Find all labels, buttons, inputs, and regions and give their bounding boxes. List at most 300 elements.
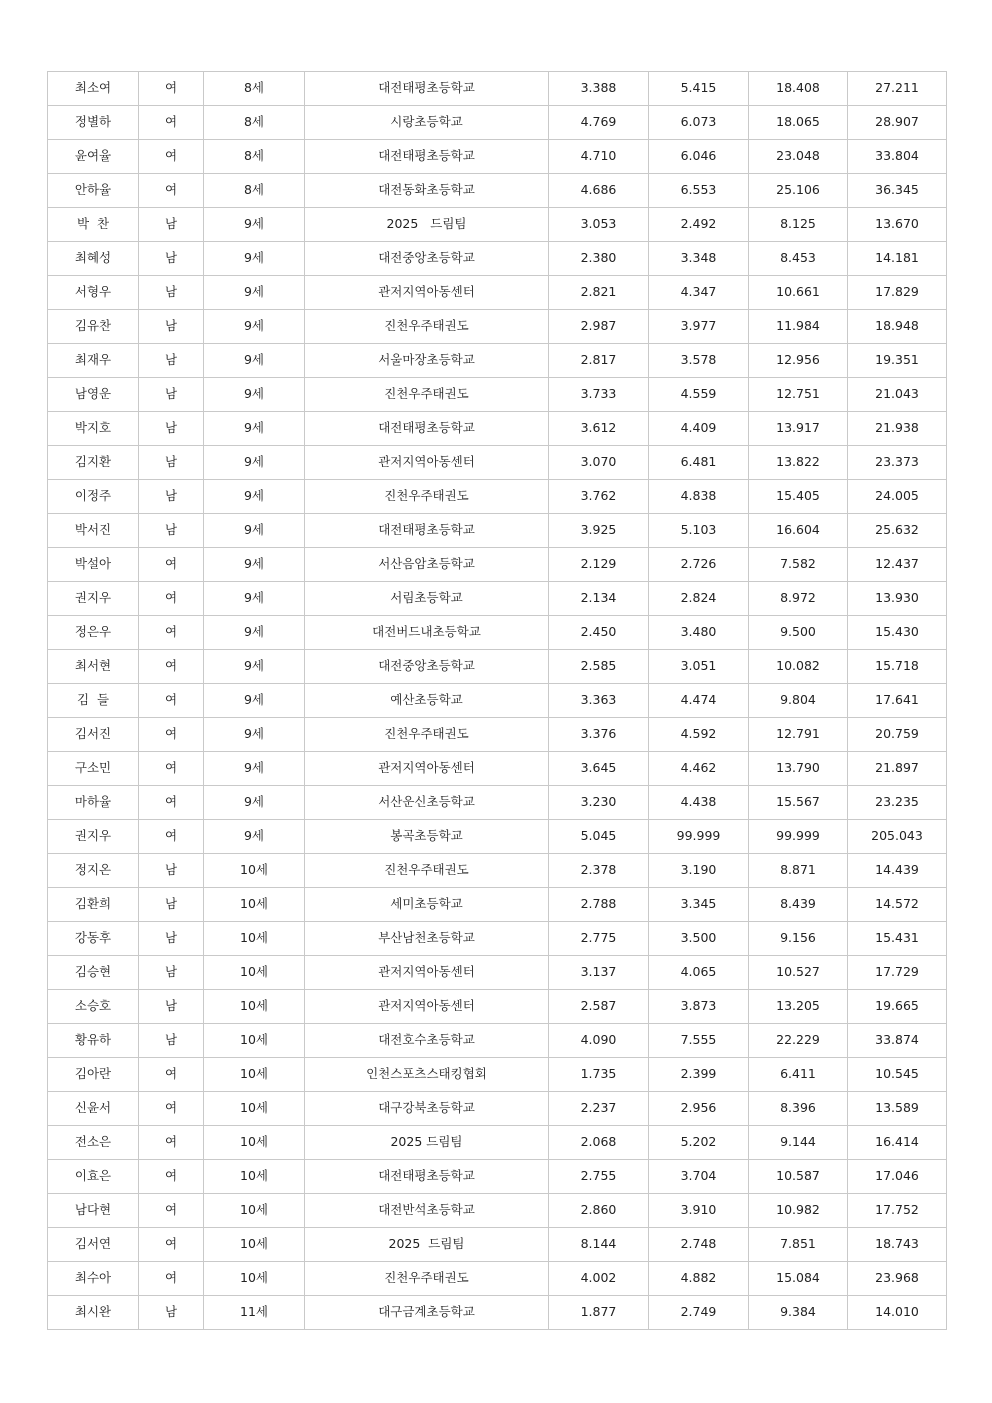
record-3-cell: 13.822 (749, 446, 848, 480)
record-2-cell: 2.399 (649, 1058, 749, 1092)
age-cell: 8세 (204, 106, 305, 140)
participant-name-cell: 박 찬 (48, 208, 139, 242)
age-cell: 9세 (204, 786, 305, 820)
total-time-cell: 36.345 (848, 174, 947, 208)
participant-name-cell: 강동후 (48, 922, 139, 956)
school-cell: 인천스포츠스태킹협회 (305, 1058, 549, 1092)
school-cell: 대구금계초등학교 (305, 1296, 549, 1330)
age-cell: 10세 (204, 1092, 305, 1126)
record-1-cell: 1.877 (549, 1296, 649, 1330)
total-time-cell: 21.043 (848, 378, 947, 412)
record-2-cell: 2.726 (649, 548, 749, 582)
table-row (48, 344, 947, 378)
record-2-cell: 7.555 (649, 1024, 749, 1058)
table-row (48, 1296, 947, 1330)
gender-cell: 여 (139, 140, 204, 174)
record-3-cell: 18.065 (749, 106, 848, 140)
total-time-cell: 14.181 (848, 242, 947, 276)
record-2-cell: 3.345 (649, 888, 749, 922)
total-time-cell: 23.968 (848, 1262, 947, 1296)
record-1-cell: 2.129 (549, 548, 649, 582)
record-3-cell: 8.972 (749, 582, 848, 616)
record-3-cell: 13.205 (749, 990, 848, 1024)
school-cell: 예산초등학교 (305, 684, 549, 718)
table-row (48, 208, 947, 242)
age-cell: 9세 (204, 446, 305, 480)
age-cell: 9세 (204, 548, 305, 582)
age-cell: 10세 (204, 990, 305, 1024)
gender-cell: 여 (139, 1262, 204, 1296)
record-1-cell: 3.733 (549, 378, 649, 412)
age-cell: 9세 (204, 752, 305, 786)
school-cell: 2025 드림팀 (305, 208, 549, 242)
age-cell: 10세 (204, 888, 305, 922)
total-time-cell: 15.718 (848, 650, 947, 684)
age-cell: 11세 (204, 1296, 305, 1330)
age-cell: 10세 (204, 1024, 305, 1058)
record-3-cell: 8.453 (749, 242, 848, 276)
total-time-cell: 15.431 (848, 922, 947, 956)
school-cell: 봉곡초등학교 (305, 820, 549, 854)
table-row (48, 616, 947, 650)
record-3-cell: 6.411 (749, 1058, 848, 1092)
record-3-cell: 15.405 (749, 480, 848, 514)
school-cell: 2025 드림팀 (305, 1228, 549, 1262)
record-3-cell: 8.439 (749, 888, 848, 922)
gender-cell: 남 (139, 480, 204, 514)
gender-cell: 여 (139, 616, 204, 650)
record-2-cell: 4.347 (649, 276, 749, 310)
school-cell: 시랑초등학교 (305, 106, 549, 140)
school-cell: 진천우주태권도 (305, 718, 549, 752)
table-row (48, 786, 947, 820)
gender-cell: 여 (139, 786, 204, 820)
table-row (48, 718, 947, 752)
age-cell: 9세 (204, 412, 305, 446)
table-row (48, 276, 947, 310)
gender-cell: 여 (139, 1058, 204, 1092)
record-2-cell: 4.838 (649, 480, 749, 514)
total-time-cell: 10.545 (848, 1058, 947, 1092)
gender-cell: 여 (139, 1160, 204, 1194)
participant-name-cell: 박서진 (48, 514, 139, 548)
record-3-cell: 15.084 (749, 1262, 848, 1296)
school-cell: 대전태평초등학교 (305, 1160, 549, 1194)
table-row (48, 72, 947, 106)
gender-cell: 남 (139, 854, 204, 888)
record-3-cell: 10.587 (749, 1160, 848, 1194)
record-1-cell: 2.817 (549, 344, 649, 378)
age-cell: 8세 (204, 140, 305, 174)
school-cell: 대전태평초등학교 (305, 72, 549, 106)
age-cell: 9세 (204, 820, 305, 854)
participant-name-cell: 김환희 (48, 888, 139, 922)
record-2-cell: 4.882 (649, 1262, 749, 1296)
age-cell: 9세 (204, 582, 305, 616)
participant-name-cell: 최시완 (48, 1296, 139, 1330)
record-3-cell: 12.791 (749, 718, 848, 752)
record-1-cell: 2.380 (549, 242, 649, 276)
school-cell: 대전중앙초등학교 (305, 650, 549, 684)
participant-name-cell: 남다현 (48, 1194, 139, 1228)
total-time-cell: 25.632 (848, 514, 947, 548)
school-cell: 2025 드림팀 (305, 1126, 549, 1160)
school-cell: 관저지역아동센터 (305, 446, 549, 480)
table-row (48, 1228, 947, 1262)
school-cell: 진천우주태권도 (305, 854, 549, 888)
total-time-cell: 13.930 (848, 582, 947, 616)
record-3-cell: 9.804 (749, 684, 848, 718)
age-cell: 9세 (204, 616, 305, 650)
record-1-cell: 4.002 (549, 1262, 649, 1296)
total-time-cell: 23.373 (848, 446, 947, 480)
record-3-cell: 11.984 (749, 310, 848, 344)
gender-cell: 남 (139, 446, 204, 480)
school-cell: 진천우주태권도 (305, 378, 549, 412)
school-cell: 관저지역아동센터 (305, 956, 549, 990)
total-time-cell: 17.729 (848, 956, 947, 990)
gender-cell: 여 (139, 548, 204, 582)
results-table-body (48, 72, 947, 1330)
participant-name-cell: 김승현 (48, 956, 139, 990)
record-1-cell: 4.686 (549, 174, 649, 208)
record-3-cell: 9.144 (749, 1126, 848, 1160)
school-cell: 진천우주태권도 (305, 1262, 549, 1296)
record-1-cell: 3.925 (549, 514, 649, 548)
record-3-cell: 22.229 (749, 1024, 848, 1058)
record-1-cell: 8.144 (549, 1228, 649, 1262)
age-cell: 10세 (204, 956, 305, 990)
table-row (48, 1126, 947, 1160)
school-cell: 부산남천초등학교 (305, 922, 549, 956)
record-2-cell: 2.824 (649, 582, 749, 616)
gender-cell: 여 (139, 174, 204, 208)
record-3-cell: 9.156 (749, 922, 848, 956)
participant-name-cell: 김서연 (48, 1228, 139, 1262)
participant-name-cell: 신윤서 (48, 1092, 139, 1126)
record-1-cell: 2.987 (549, 310, 649, 344)
record-3-cell: 8.396 (749, 1092, 848, 1126)
total-time-cell: 33.804 (848, 140, 947, 174)
total-time-cell: 33.874 (848, 1024, 947, 1058)
record-3-cell: 12.956 (749, 344, 848, 378)
record-2-cell: 3.873 (649, 990, 749, 1024)
total-time-cell: 18.743 (848, 1228, 947, 1262)
age-cell: 9세 (204, 378, 305, 412)
record-2-cell: 6.481 (649, 446, 749, 480)
record-2-cell: 3.348 (649, 242, 749, 276)
record-2-cell: 4.559 (649, 378, 749, 412)
record-3-cell: 8.125 (749, 208, 848, 242)
table-row (48, 242, 947, 276)
school-cell: 진천우주태권도 (305, 480, 549, 514)
table-row (48, 412, 947, 446)
participant-name-cell: 서형우 (48, 276, 139, 310)
gender-cell: 남 (139, 378, 204, 412)
record-1-cell: 4.090 (549, 1024, 649, 1058)
age-cell: 10세 (204, 922, 305, 956)
record-1-cell: 2.860 (549, 1194, 649, 1228)
participant-name-cell: 이효은 (48, 1160, 139, 1194)
table-row (48, 1160, 947, 1194)
participant-name-cell: 전소은 (48, 1126, 139, 1160)
table-row (48, 582, 947, 616)
participant-name-cell: 최소여 (48, 72, 139, 106)
school-cell: 관저지역아동센터 (305, 752, 549, 786)
gender-cell: 남 (139, 514, 204, 548)
record-1-cell: 3.376 (549, 718, 649, 752)
age-cell: 10세 (204, 1058, 305, 1092)
record-2-cell: 5.415 (649, 72, 749, 106)
participant-name-cell: 권지우 (48, 582, 139, 616)
school-cell: 대전반석초등학교 (305, 1194, 549, 1228)
record-2-cell: 3.977 (649, 310, 749, 344)
table-row (48, 956, 947, 990)
age-cell: 10세 (204, 1126, 305, 1160)
participant-name-cell: 최재우 (48, 344, 139, 378)
gender-cell: 여 (139, 1126, 204, 1160)
table-row (48, 650, 947, 684)
table-row (48, 1024, 947, 1058)
record-1-cell: 2.587 (549, 990, 649, 1024)
record-2-cell: 5.103 (649, 514, 749, 548)
school-cell: 대전버드내초등학교 (305, 616, 549, 650)
total-time-cell: 20.759 (848, 718, 947, 752)
school-cell: 대전중앙초등학교 (305, 242, 549, 276)
results-table (47, 71, 947, 1330)
age-cell: 10세 (204, 1262, 305, 1296)
gender-cell: 여 (139, 106, 204, 140)
record-1-cell: 3.230 (549, 786, 649, 820)
total-time-cell: 21.897 (848, 752, 947, 786)
gender-cell: 여 (139, 718, 204, 752)
gender-cell: 남 (139, 956, 204, 990)
record-2-cell: 2.492 (649, 208, 749, 242)
record-3-cell: 10.982 (749, 1194, 848, 1228)
record-2-cell: 6.073 (649, 106, 749, 140)
record-3-cell: 9.500 (749, 616, 848, 650)
participant-name-cell: 김아란 (48, 1058, 139, 1092)
record-2-cell: 3.910 (649, 1194, 749, 1228)
participant-name-cell: 김 들 (48, 684, 139, 718)
total-time-cell: 17.046 (848, 1160, 947, 1194)
record-3-cell: 10.527 (749, 956, 848, 990)
record-2-cell: 3.704 (649, 1160, 749, 1194)
total-time-cell: 15.430 (848, 616, 947, 650)
age-cell: 9세 (204, 242, 305, 276)
gender-cell: 여 (139, 650, 204, 684)
gender-cell: 남 (139, 276, 204, 310)
record-1-cell: 4.710 (549, 140, 649, 174)
gender-cell: 남 (139, 1024, 204, 1058)
total-time-cell: 17.829 (848, 276, 947, 310)
record-1-cell: 2.134 (549, 582, 649, 616)
record-3-cell: 13.790 (749, 752, 848, 786)
record-2-cell: 3.578 (649, 344, 749, 378)
record-2-cell: 4.462 (649, 752, 749, 786)
age-cell: 9세 (204, 208, 305, 242)
total-time-cell: 13.589 (848, 1092, 947, 1126)
record-3-cell: 10.082 (749, 650, 848, 684)
gender-cell: 여 (139, 1194, 204, 1228)
record-1-cell: 2.821 (549, 276, 649, 310)
record-2-cell: 6.046 (649, 140, 749, 174)
participant-name-cell: 박지호 (48, 412, 139, 446)
total-time-cell: 14.572 (848, 888, 947, 922)
record-3-cell: 15.567 (749, 786, 848, 820)
record-2-cell: 4.592 (649, 718, 749, 752)
age-cell: 9세 (204, 276, 305, 310)
record-2-cell: 4.065 (649, 956, 749, 990)
table-row (48, 446, 947, 480)
record-1-cell: 2.585 (549, 650, 649, 684)
school-cell: 관저지역아동센터 (305, 990, 549, 1024)
total-time-cell: 12.437 (848, 548, 947, 582)
age-cell: 8세 (204, 174, 305, 208)
participant-name-cell: 김유찬 (48, 310, 139, 344)
table-row (48, 820, 947, 854)
table-row (48, 548, 947, 582)
age-cell: 9세 (204, 344, 305, 378)
record-2-cell: 2.956 (649, 1092, 749, 1126)
record-2-cell: 3.051 (649, 650, 749, 684)
school-cell: 서울마장초등학교 (305, 344, 549, 378)
record-1-cell: 2.237 (549, 1092, 649, 1126)
table-row (48, 684, 947, 718)
record-2-cell: 4.474 (649, 684, 749, 718)
table-row (48, 480, 947, 514)
participant-name-cell: 정은우 (48, 616, 139, 650)
total-time-cell: 23.235 (848, 786, 947, 820)
age-cell: 9세 (204, 650, 305, 684)
total-time-cell: 18.948 (848, 310, 947, 344)
age-cell: 10세 (204, 1160, 305, 1194)
age-cell: 9세 (204, 718, 305, 752)
total-time-cell: 16.414 (848, 1126, 947, 1160)
table-row (48, 1262, 947, 1296)
school-cell: 대구강북초등학교 (305, 1092, 549, 1126)
participant-name-cell: 남영운 (48, 378, 139, 412)
record-1-cell: 2.068 (549, 1126, 649, 1160)
age-cell: 9세 (204, 310, 305, 344)
school-cell: 대전태평초등학교 (305, 514, 549, 548)
participant-name-cell: 권지우 (48, 820, 139, 854)
gender-cell: 남 (139, 344, 204, 378)
table-row (48, 310, 947, 344)
table-row (48, 888, 947, 922)
gender-cell: 여 (139, 684, 204, 718)
table-row (48, 854, 947, 888)
total-time-cell: 13.670 (848, 208, 947, 242)
gender-cell: 남 (139, 922, 204, 956)
participant-name-cell: 김지환 (48, 446, 139, 480)
participant-name-cell: 소승호 (48, 990, 139, 1024)
record-3-cell: 10.661 (749, 276, 848, 310)
record-2-cell: 99.999 (649, 820, 749, 854)
record-2-cell: 2.748 (649, 1228, 749, 1262)
record-2-cell: 3.480 (649, 616, 749, 650)
record-3-cell: 99.999 (749, 820, 848, 854)
record-3-cell: 8.871 (749, 854, 848, 888)
record-1-cell: 3.612 (549, 412, 649, 446)
record-2-cell: 6.553 (649, 174, 749, 208)
total-time-cell: 19.665 (848, 990, 947, 1024)
age-cell: 10세 (204, 1194, 305, 1228)
record-1-cell: 4.769 (549, 106, 649, 140)
school-cell: 대전태평초등학교 (305, 412, 549, 446)
record-1-cell: 2.450 (549, 616, 649, 650)
record-1-cell: 3.070 (549, 446, 649, 480)
record-1-cell: 3.645 (549, 752, 649, 786)
table-row (48, 990, 947, 1024)
school-cell: 진천우주태권도 (305, 310, 549, 344)
record-1-cell: 2.378 (549, 854, 649, 888)
school-cell: 서림초등학교 (305, 582, 549, 616)
participant-name-cell: 윤여율 (48, 140, 139, 174)
record-1-cell: 1.735 (549, 1058, 649, 1092)
total-time-cell: 19.351 (848, 344, 947, 378)
participant-name-cell: 마하율 (48, 786, 139, 820)
total-time-cell: 14.010 (848, 1296, 947, 1330)
total-time-cell: 17.752 (848, 1194, 947, 1228)
gender-cell: 남 (139, 310, 204, 344)
record-3-cell: 16.604 (749, 514, 848, 548)
record-3-cell: 9.384 (749, 1296, 848, 1330)
record-2-cell: 2.749 (649, 1296, 749, 1330)
gender-cell: 남 (139, 1296, 204, 1330)
participant-name-cell: 정별하 (48, 106, 139, 140)
record-2-cell: 5.202 (649, 1126, 749, 1160)
record-3-cell: 13.917 (749, 412, 848, 446)
gender-cell: 여 (139, 72, 204, 106)
record-3-cell: 25.106 (749, 174, 848, 208)
record-2-cell: 3.500 (649, 922, 749, 956)
table-row (48, 174, 947, 208)
record-1-cell: 3.053 (549, 208, 649, 242)
school-cell: 관저지역아동센터 (305, 276, 549, 310)
total-time-cell: 21.938 (848, 412, 947, 446)
participant-name-cell: 최수아 (48, 1262, 139, 1296)
record-3-cell: 12.751 (749, 378, 848, 412)
record-3-cell: 23.048 (749, 140, 848, 174)
school-cell: 서산음암초등학교 (305, 548, 549, 582)
total-time-cell: 205.043 (848, 820, 947, 854)
age-cell: 9세 (204, 480, 305, 514)
gender-cell: 남 (139, 990, 204, 1024)
total-time-cell: 27.211 (848, 72, 947, 106)
age-cell: 10세 (204, 1228, 305, 1262)
record-1-cell: 2.775 (549, 922, 649, 956)
age-cell: 9세 (204, 684, 305, 718)
school-cell: 대전태평초등학교 (305, 140, 549, 174)
gender-cell: 남 (139, 888, 204, 922)
table-row (48, 140, 947, 174)
table-row (48, 514, 947, 548)
participant-name-cell: 구소민 (48, 752, 139, 786)
school-cell: 대전호수초등학교 (305, 1024, 549, 1058)
participant-name-cell: 최혜성 (48, 242, 139, 276)
gender-cell: 여 (139, 1228, 204, 1262)
record-3-cell: 18.408 (749, 72, 848, 106)
participant-name-cell: 김서진 (48, 718, 139, 752)
gender-cell: 남 (139, 208, 204, 242)
gender-cell: 여 (139, 820, 204, 854)
total-time-cell: 28.907 (848, 106, 947, 140)
record-1-cell: 2.755 (549, 1160, 649, 1194)
record-1-cell: 3.137 (549, 956, 649, 990)
school-cell: 대전동화초등학교 (305, 174, 549, 208)
participant-name-cell: 안하율 (48, 174, 139, 208)
